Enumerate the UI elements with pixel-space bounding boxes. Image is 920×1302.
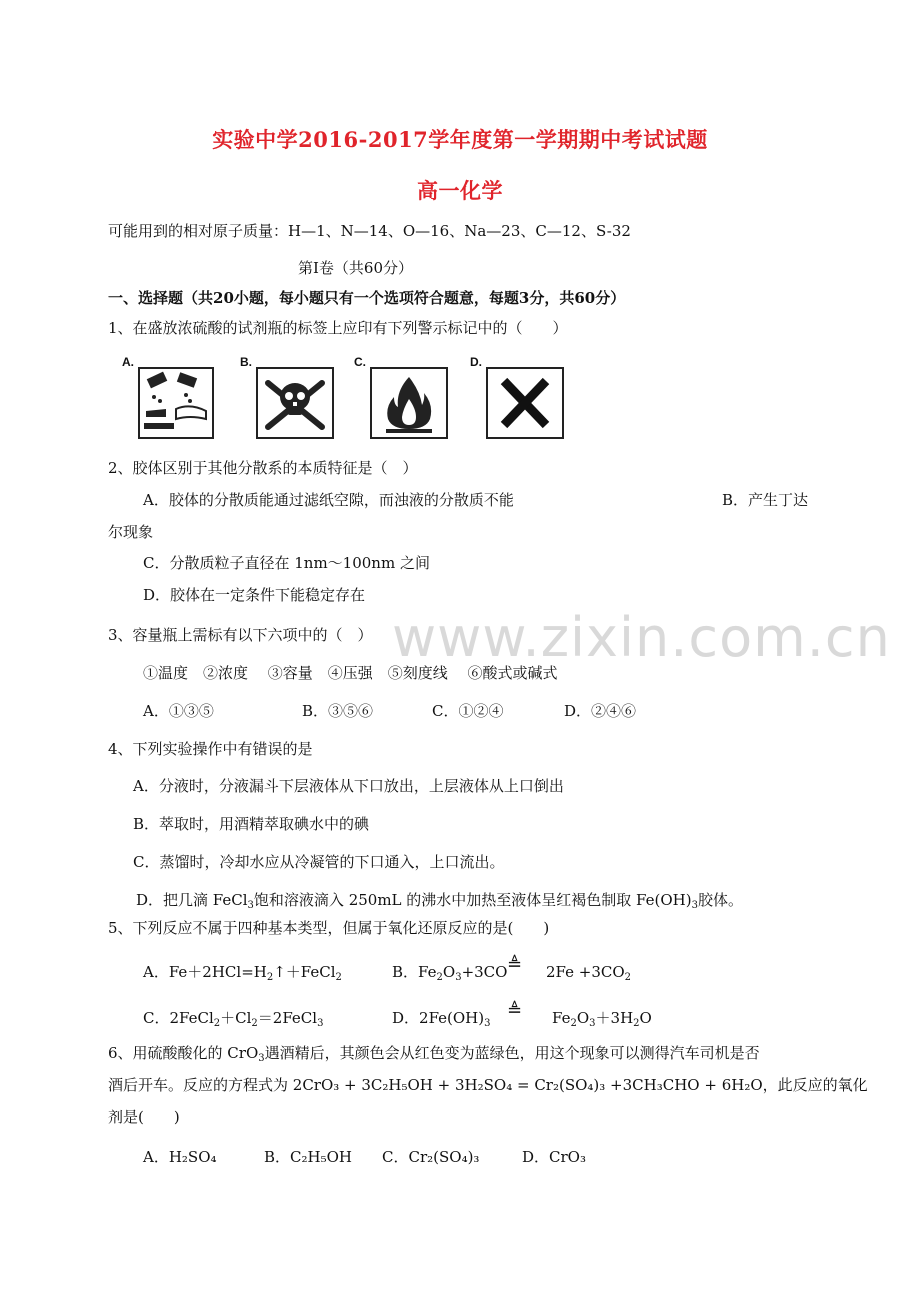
q2-option-a: A．胶体的分散质能通过滤纸空隙，而浊液的分散质不能 xyxy=(143,491,514,509)
q5-option-d: D．$2Fe(OH)_3$ xyxy=(392,1009,491,1029)
q4-option-d: D．把几滴 FeCl$_3$饱和溶液滴入 250mL 的沸水中加热至液体呈红褐色制取 $Fe(OH)_3$胶体。 xyxy=(136,891,743,911)
q6-stem-line1: 6、用硫酸酸化的 CrO$_3$遇酒精后，其颜色会从红色变为蓝绿色，用这个现象可以测得汽车司机是否 xyxy=(108,1044,760,1064)
q5-option-b-right: $2Fe +3CO_2$ xyxy=(546,963,632,983)
q5-option-d-right: $Fe_2O_3+3H_2O$ xyxy=(552,1009,652,1029)
cross-x-icon xyxy=(486,367,564,439)
q3-option-d: D．②④⑥ xyxy=(564,702,637,720)
q5-stem: 5、下列反应不属于四种基本类型，但属于氧化还原反应的是( ) xyxy=(108,919,550,937)
exam-title: 实验中学2016-2017学年度第一学期期中考试试题 xyxy=(212,127,708,152)
q5-b-heat-arrow: ≜ xyxy=(507,954,523,975)
q4-stem: 4、下列实验操作中有错误的是 xyxy=(108,740,313,758)
q6-option-c: C．Cr₂(SO₄)₃ xyxy=(382,1148,480,1166)
q4-option-a: A．分液时，分液漏斗下层液体从下口放出，上层液体从上口倒出 xyxy=(133,777,564,795)
q3-option-a: A．①③⑤ xyxy=(143,702,214,720)
q2-option-b-cont: 尔现象 xyxy=(108,523,154,541)
skull-crossbones-icon xyxy=(256,367,334,439)
q2-stem: 2、胶体区别于其他分散系的本质特征是（ ） xyxy=(108,459,418,477)
q1-stem: 1、在盛放浓硫酸的试剂瓶的标签上应印有下列警示标记中的（ ） xyxy=(108,319,568,337)
watermark: www.zixin.com.cn xyxy=(392,606,891,669)
q6-option-b: B．C₂H₅OH xyxy=(264,1148,352,1166)
part-heading: 一、选择题（共20小题，每小题只有一个选项符合题意，每题3分，共60分） xyxy=(108,289,626,307)
q5-option-c: C．$2FeCl_2+Cl_2=2FeCl_3$ xyxy=(143,1009,324,1029)
q3-items: ①温度 ②浓度 ③容量 ④压强 ⑤刻度线 ⑥酸式或碱式 xyxy=(143,664,558,682)
q6-option-d: D．CrO₃ xyxy=(522,1148,586,1166)
q2-option-c: C．分散质粒子直径在 1nm～100nm 之间 xyxy=(143,554,430,572)
q4-option-c: C．蒸馏时，冷却水应从冷凝管的下口通入，上口流出。 xyxy=(133,853,505,871)
q1-label-d: D. xyxy=(470,355,482,369)
q2-option-b: B．产生丁达 xyxy=(722,491,809,509)
q1-label-c: C. xyxy=(354,355,366,369)
flame-icon xyxy=(370,367,448,439)
q3-stem: 3、容量瓶上需标有以下六项中的（ ） xyxy=(108,626,373,644)
q6-option-a: A．H₂SO₄ xyxy=(143,1148,217,1166)
q5-d-heat-arrow: ≜ xyxy=(507,1000,523,1021)
q4-option-b: B．萃取时，用酒精萃取碘水中的碘 xyxy=(133,815,370,833)
q6-stem-line3: 剂是( ) xyxy=(108,1108,180,1126)
q1-label-a: A. xyxy=(122,355,134,369)
q1-warning-symbols xyxy=(118,355,578,445)
q5-option-b: B．$Fe_2O_3+3CO$ xyxy=(392,963,508,983)
q2-option-d: D．胶体在一定条件下能稳定存在 xyxy=(143,586,366,604)
section-heading: 第Ⅰ卷（共60分） xyxy=(298,259,414,277)
atomic-masses: 可能用到的相对原子质量：H—1、N—14、O—16、Na—23、C—12、S-32 xyxy=(108,222,631,240)
exam-subject: 高一化学 xyxy=(417,178,503,203)
q5-option-a: A．$Fe+2HCl=H_2↑+FeCl_2$ xyxy=(143,963,342,983)
q3-option-b: B．③⑤⑥ xyxy=(302,702,374,720)
corrosive-icon xyxy=(138,367,214,439)
q6-stem-line2: 酒后开车。反应的方程式为 2CrO₃ + 3C₂H₅OH + 3H₂SO₄ = Cr₂(SO₄)₃ +3CH₃CHO + 6H₂O，此反应的氧化 xyxy=(108,1076,868,1094)
q1-label-b: B. xyxy=(240,355,252,369)
q3-option-c: C．①②④ xyxy=(432,702,504,720)
